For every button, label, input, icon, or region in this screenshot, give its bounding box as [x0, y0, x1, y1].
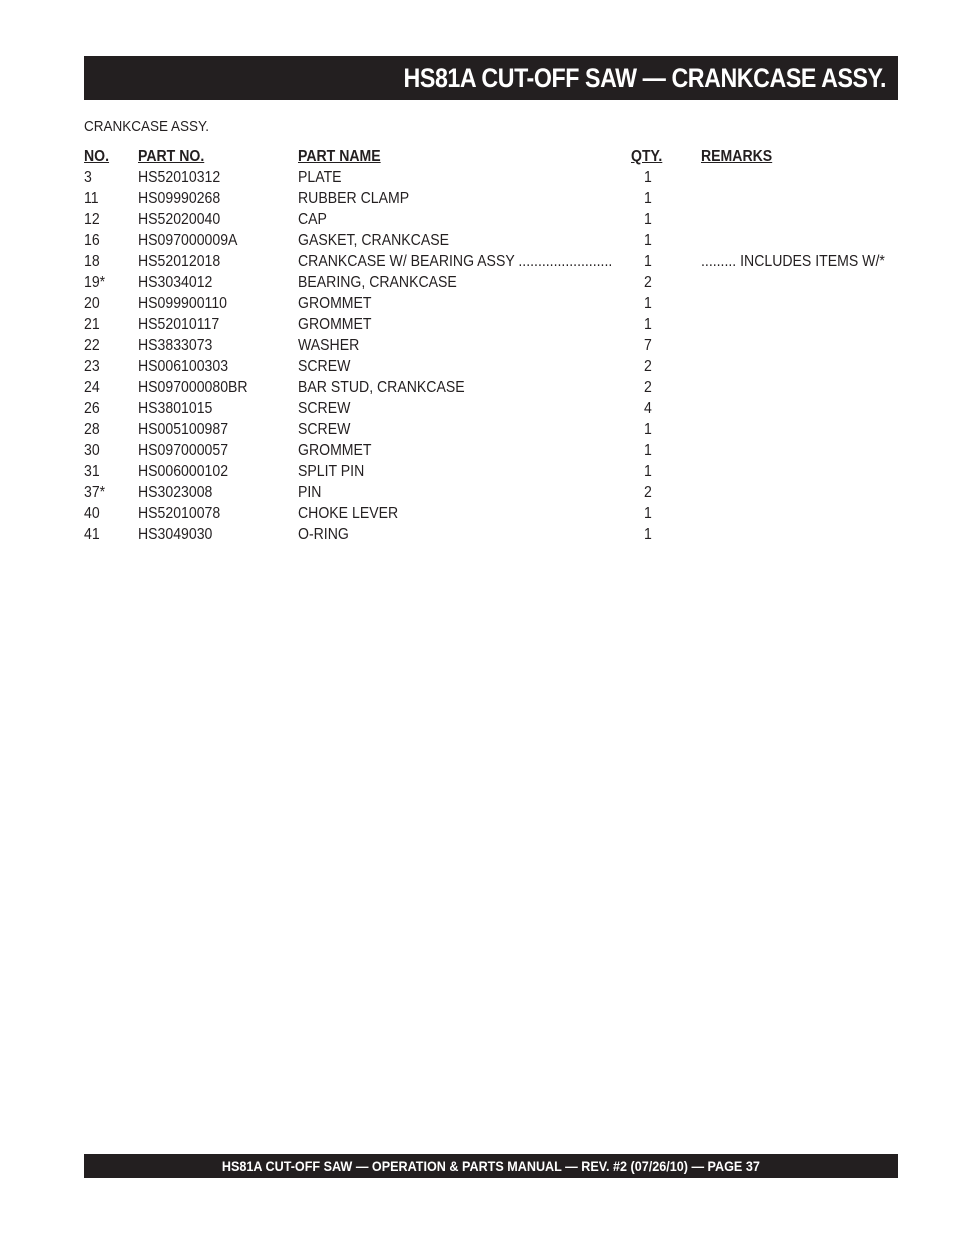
table-row: [84, 419, 884, 440]
part-number: HS3049030: [138, 526, 213, 543]
part-qty: 1: [644, 316, 652, 333]
part-name: SPLIT PIN: [298, 463, 365, 480]
page-title-bar: [84, 56, 898, 100]
part-number: HS097000080BR: [138, 379, 248, 396]
part-number: HS3833073: [138, 337, 213, 354]
part-name: CAP: [298, 211, 327, 228]
part-name: BEARING, CRANKCASE: [298, 274, 457, 291]
part-number: HS52010312: [138, 169, 221, 186]
part-name: SCREW: [298, 358, 351, 375]
footer-text: HS81A CUT-OFF SAW — OPERATION & PARTS MANUAL — REV. #2 (07/26/10) — PAGE 37: [222, 1158, 760, 1174]
table-row: [84, 356, 884, 377]
part-number-index: 23: [84, 358, 100, 375]
table-row: [84, 461, 884, 482]
table-row: [84, 251, 884, 272]
column-header-no: NO.: [84, 148, 110, 165]
part-name: GROMMET: [298, 295, 372, 312]
part-number: HS3023008: [138, 484, 213, 501]
part-number: HS52010078: [138, 505, 221, 522]
part-qty: 1: [644, 442, 652, 459]
part-number-index: 21: [84, 316, 100, 333]
part-remarks: ..... INCLUDES ITEMS W/*: [701, 251, 885, 272]
table-row: [84, 293, 884, 314]
part-number: HS005100987: [138, 421, 229, 438]
part-name: CHOKE LEVER: [298, 505, 399, 522]
table-row: [84, 314, 884, 335]
parts-list-header: [84, 146, 884, 167]
part-qty: 1: [644, 295, 652, 312]
table-row: [84, 482, 884, 503]
part-name: RUBBER CLAMP: [298, 190, 410, 207]
table-row: [84, 188, 884, 209]
part-number-index: 31: [84, 463, 100, 480]
part-number-index: 22: [84, 337, 100, 354]
part-name: PIN: [298, 484, 322, 501]
part-number: HS3034012: [138, 274, 213, 291]
part-number: HS52020040: [138, 211, 221, 228]
table-row: [84, 209, 884, 230]
column-header-part-name: PART NAME: [298, 148, 381, 165]
part-qty: 4: [644, 400, 652, 417]
part-qty: 2: [644, 274, 652, 291]
table-row: [84, 230, 884, 251]
part-qty: 1: [644, 253, 652, 270]
part-name: O-RING: [298, 526, 349, 543]
part-name: PLATE: [298, 169, 342, 186]
part-number: HS097000009A: [138, 232, 238, 249]
column-header-part-no: PART NO.: [138, 148, 205, 165]
column-header-remarks: REMARKS: [701, 148, 773, 165]
part-number-index: 24: [84, 379, 100, 396]
part-number-index: 20: [84, 295, 100, 312]
part-number: HS52012018: [138, 253, 221, 270]
part-qty: 2: [644, 484, 652, 501]
part-name: CRANKCASE W/ BEARING ASSY .....: [298, 251, 612, 272]
part-number: HS097000057: [138, 442, 229, 459]
table-row: [84, 272, 884, 293]
part-number-index: 28: [84, 421, 100, 438]
part-qty: 7: [644, 337, 652, 354]
part-number-index: 37*: [84, 484, 106, 501]
part-number-index: 30: [84, 442, 100, 459]
table-row: [84, 440, 884, 461]
part-number-index: 41: [84, 526, 100, 543]
table-row: [84, 167, 884, 188]
part-qty: 1: [644, 463, 652, 480]
part-number-index: 18: [84, 253, 100, 270]
part-name: SCREW: [298, 400, 351, 417]
part-name: BAR STUD, CRANKCASE: [298, 379, 465, 396]
part-number: HS09990268: [138, 190, 221, 207]
part-number-index: 19*: [84, 274, 106, 291]
part-qty: 1: [644, 526, 652, 543]
part-number-index: 12: [84, 211, 100, 228]
table-row: [84, 398, 884, 419]
part-name: WASHER: [298, 337, 360, 354]
part-name: GROMMET: [298, 316, 372, 333]
part-number-index: 11: [84, 190, 99, 207]
part-qty: 1: [644, 421, 652, 438]
part-number-index: 26: [84, 400, 100, 417]
part-qty: 1: [644, 211, 652, 228]
part-number: HS006100303: [138, 358, 229, 375]
part-qty: 1: [644, 505, 652, 522]
part-qty: 2: [644, 379, 652, 396]
table-row: [84, 503, 884, 524]
part-number-index: 16: [84, 232, 100, 249]
part-qty: 1: [644, 169, 652, 186]
part-number: HS3801015: [138, 400, 213, 417]
table-row: [84, 335, 884, 356]
part-name: GROMMET: [298, 442, 372, 459]
part-qty: 2: [644, 358, 652, 375]
part-qty: 1: [644, 190, 652, 207]
column-header-qty: QTY.: [631, 148, 663, 165]
part-qty: 1: [644, 232, 652, 249]
parts-list-body: [84, 167, 884, 545]
part-number: HS006000102: [138, 463, 229, 480]
part-name: SCREW: [298, 421, 351, 438]
part-number: HS099900110: [138, 295, 227, 312]
page-title: HS81A CUT-OFF SAW — CRANKCASE ASSY.: [403, 62, 886, 93]
footer-bar: [84, 1154, 898, 1178]
part-number-index: 3: [84, 169, 92, 186]
section-label: CRANKCASE ASSY.: [84, 118, 210, 135]
part-number-index: 40: [84, 505, 100, 522]
part-number: HS52010117: [138, 316, 220, 333]
part-name: GASKET, CRANKCASE: [298, 232, 450, 249]
parts-list: [84, 146, 884, 545]
table-row: [84, 377, 884, 398]
table-row: [84, 524, 884, 545]
